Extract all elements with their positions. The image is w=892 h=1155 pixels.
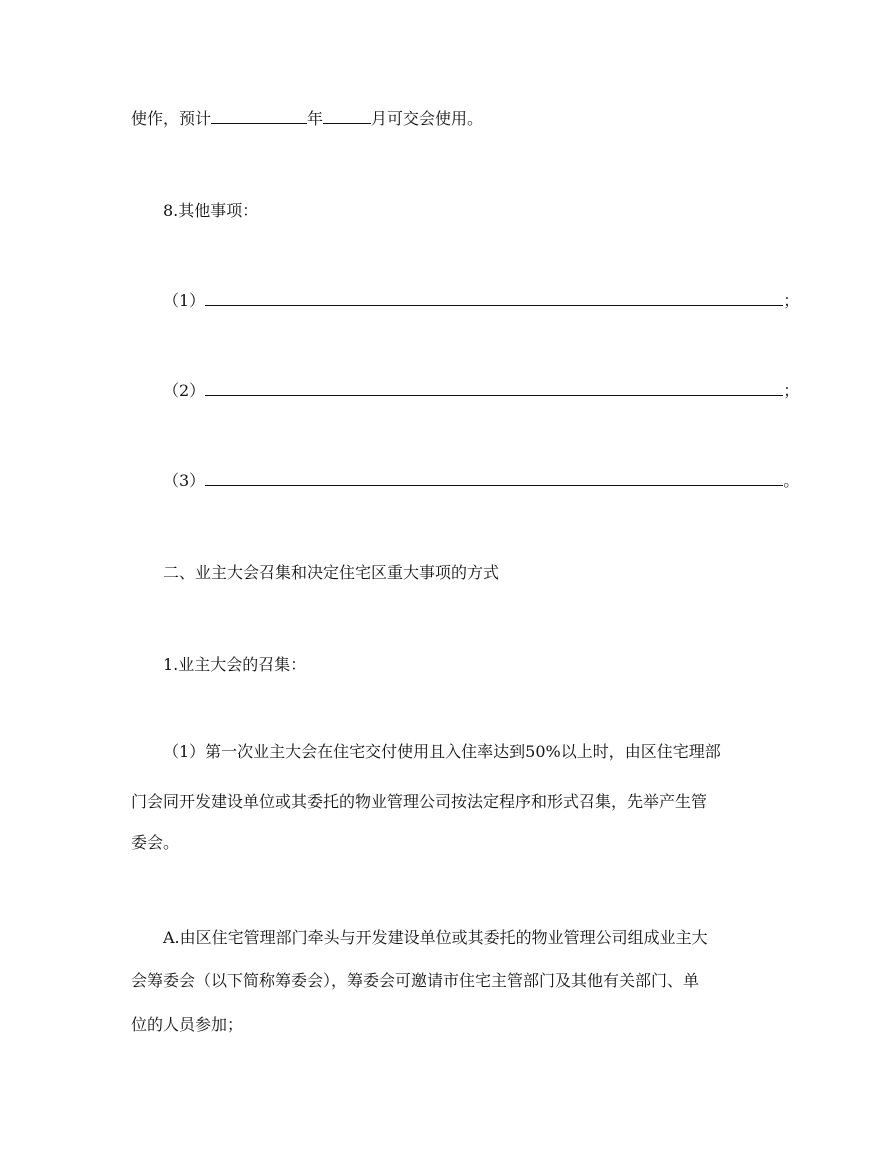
item-label: （1） [163, 291, 206, 310]
item-end: 。 [783, 471, 800, 490]
deadline-suffix: 月可交会使用。 [371, 109, 484, 128]
deadline-line [131, 106, 483, 131]
month-blank [323, 106, 371, 124]
item-blank [205, 288, 783, 306]
item-label: （2） [163, 381, 206, 400]
para1-line3: 委会。 [131, 833, 180, 852]
item-blank [205, 378, 783, 396]
section-2-title: 二、业主大会召集和决定住宅区重大事项的方式 [163, 563, 500, 582]
item-end: ； [783, 381, 800, 400]
paraA-line3: 位的人员参加； [131, 1015, 244, 1034]
para1-line2: 门会同开发建设单位或其委托的物业管理公司按法定程序和形式召集，先举产生管 [131, 792, 708, 811]
item-end: ； [783, 291, 800, 310]
item-blank [205, 468, 783, 486]
para1-line1: （1）第一次业主大会在住宅交付使用且入住率达到50%以上时，由区住宅理部 [163, 742, 721, 761]
other-item-1 [163, 288, 799, 313]
other-item-2 [163, 378, 799, 403]
section-8-title: 8.其他事项： [163, 201, 259, 220]
paraA-line1: A.由区住宅管理部门牵头与开发建设单位或其委托的物业管理公司组成业主大 [163, 928, 708, 947]
paraA-line2: 会筹委会（以下简称筹委会），筹委会可邀请市住宅主管部门及其他有关部门、单 [131, 971, 700, 990]
year-blank [211, 106, 307, 124]
other-item-3 [163, 468, 799, 493]
subsection-1-title: 1.业主大会的召集： [163, 655, 307, 674]
year-label: 年 [307, 109, 324, 128]
item-label: （3） [163, 471, 206, 490]
deadline-prefix: 使作，预计 [131, 109, 212, 128]
